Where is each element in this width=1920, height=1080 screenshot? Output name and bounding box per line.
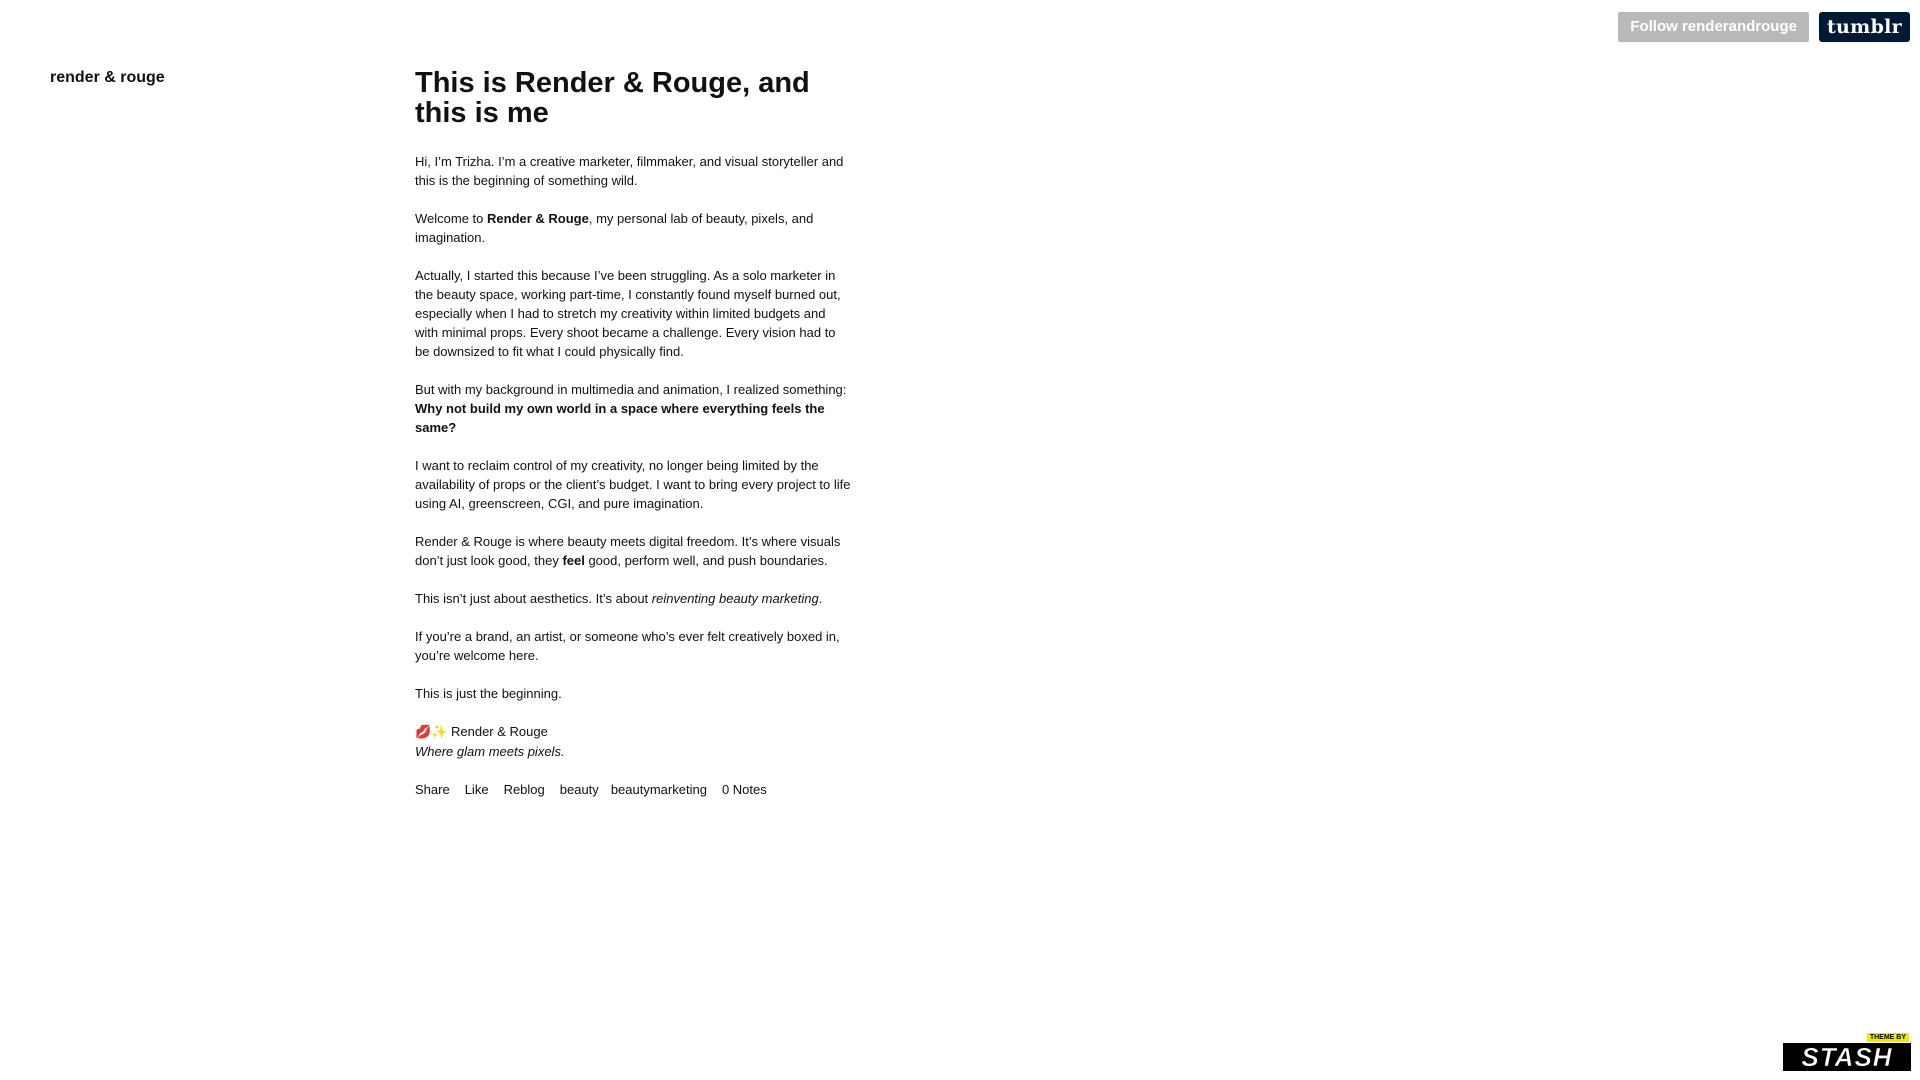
post-text: Hi, I’m Trizha. I’m a creative marketer, filmmaker, and visual storyteller and this is the beginning of something wild. [415, 154, 844, 188]
post-paragraph [415, 209, 852, 247]
post-paragraph [415, 684, 852, 703]
like-link[interactable]: Like [464, 782, 489, 797]
post-signature [415, 722, 852, 761]
theme-badge-logo: STASH [1783, 1043, 1911, 1071]
follow-button[interactable]: Follow renderandrouge [1618, 12, 1809, 42]
kiss-sparkles-icon: 💋✨ [415, 725, 448, 740]
blog-title[interactable]: render & rouge [50, 69, 165, 86]
post-italic-text: reinventing beauty marketing [651, 591, 819, 606]
post-footer [415, 780, 852, 799]
post-text: Welcome to [415, 211, 488, 226]
share-link[interactable]: Share [415, 782, 450, 797]
post-bold-text: feel [562, 553, 585, 568]
post-bold-text: Render & Rouge [487, 211, 589, 226]
post [415, 68, 852, 799]
theme-badge-small-label: THEME BY [1867, 1033, 1909, 1042]
post-text: Actually, I started this because I’ve been struggling. As a solo marketer in the beauty space, working part-time, I constantly found myself burned out, especially when I had to stretch my creativity within limited budgets and with minimal props. Every shoot became a challenge. Every vision had to be downsized to fit what I could physically find. [415, 268, 841, 359]
theme-badge[interactable] [1783, 1033, 1911, 1071]
post-bold-text: Why not build my own world in a space where everything feels the same? [415, 401, 825, 435]
post-paragraph [415, 152, 852, 190]
post-paragraph [415, 380, 852, 437]
tag-link[interactable]: beautymarketing [610, 782, 707, 797]
post-paragraph [415, 627, 852, 665]
post-text: , my personal lab of beauty, pixels, and imagination. [415, 211, 814, 245]
post-text: But with my background in multimedia and animation, I realized something: [415, 382, 847, 397]
post-text: If you’re a brand, an artist, or someone who’s ever felt creatively boxed in, you’re welcome here. [415, 629, 840, 663]
post-text: This isn’t just about aesthetics. It’s about [415, 591, 652, 606]
post-text: good, perform well, and push boundaries. [584, 553, 828, 568]
post-title: This is Render & Rouge, and this is me [415, 67, 810, 129]
post-text: This is just the beginning. [415, 686, 562, 701]
signature-name: Render & Rouge [447, 724, 548, 739]
post-tags [560, 780, 707, 799]
reblog-link[interactable]: Reblog [503, 782, 545, 797]
post-text: Render & Rouge is where beauty meets digital freedom. It’s where visuals don’t just look good, they [415, 534, 841, 568]
tag-link[interactable]: beauty [559, 782, 599, 797]
notes-count[interactable]: 0 Notes [721, 782, 767, 797]
top-controls [1618, 12, 1910, 42]
signature-tagline: Where glam meets pixels. [415, 744, 565, 759]
post-text: . [818, 591, 823, 606]
post-paragraph [415, 456, 852, 513]
post-text: I want to reclaim control of my creativity, no longer being limited by the availability of props or the client’s budget. I want to bring every project to life using AI, greenscreen, CGI, and pure imagination. [415, 458, 851, 511]
post-paragraph [415, 532, 852, 570]
tumblr-logo[interactable]: tumblr [1819, 12, 1910, 42]
post-paragraph [415, 589, 852, 608]
post-paragraph [415, 266, 852, 361]
